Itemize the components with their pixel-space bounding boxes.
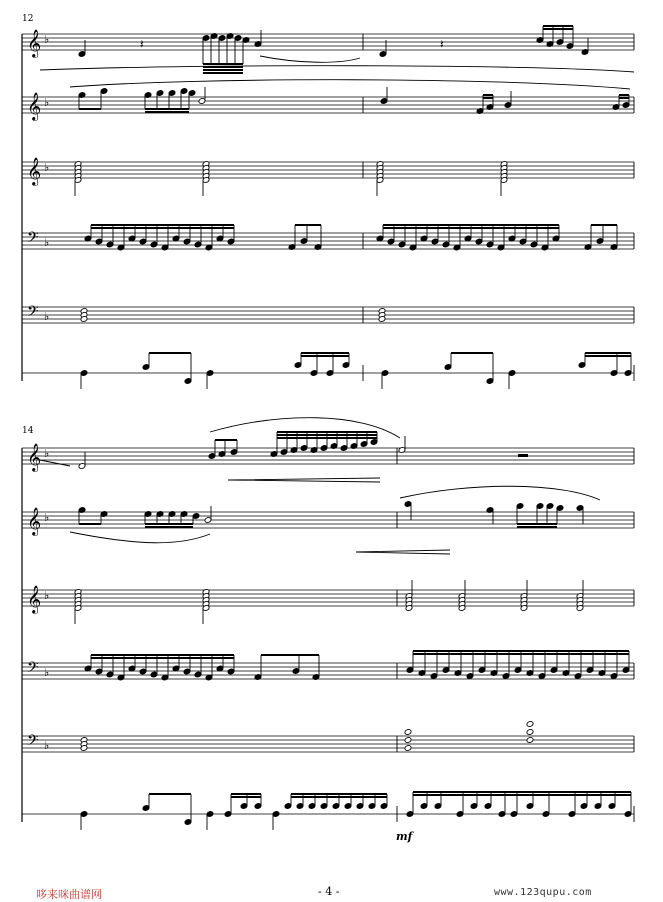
slur [400,486,600,500]
bass-clef: 𝄢 [27,659,39,680]
hairpin [356,550,450,554]
key-signature-flat: ♭ [44,589,50,602]
bass-clef: 𝄢 [27,229,39,250]
dynamic-mf: mf [396,830,413,843]
note-head [404,737,412,744]
slur [260,56,360,62]
bass-clef: 𝄢 [27,303,39,324]
note-head [526,737,534,744]
dynamics-marks [396,830,415,843]
note-head [526,721,534,728]
bass-clef: 𝄢 [27,732,39,753]
treble-clef: 𝄞 [27,29,42,57]
key-signature-flat: ♭ [44,310,50,323]
measure-number-14: 14 [22,426,34,436]
key-signature-flat: ♭ [44,739,50,752]
key-signature-flat: ♭ [44,666,50,679]
slur [70,532,210,543]
key-signature-flat: ♭ [44,236,50,249]
rest: 𝄽 [140,37,144,51]
slur [40,66,634,72]
notes [74,26,632,830]
treble-clef: 𝄞 [27,585,42,613]
treble-clef: 𝄞 [27,507,42,535]
footer-url: www.123qupu.com [494,887,592,898]
footer-page-number: - 4 - [318,885,340,898]
barlines [22,34,634,822]
tie [40,460,70,466]
key-signature-flat: ♭ [44,161,50,174]
clefs [27,29,49,819]
slurs [40,56,634,554]
rest: 𝄽 [440,37,444,51]
half-rest [518,454,528,457]
slur [70,80,630,89]
key-signature-flat: ♭ [44,96,50,109]
treble-clef: 𝄞 [27,92,42,120]
note-head [404,745,412,752]
treble-clef: 𝄞 [27,157,42,185]
note-head [526,729,534,736]
treble-clef: 𝄞 [27,443,42,471]
key-signature-flat: ♭ [44,33,50,46]
footer-site-name: 哆来咪曲谱网 [36,888,102,901]
key-signature-flat: ♭ [44,447,50,460]
measure-number-12: 12 [22,14,34,24]
note-head [404,729,412,736]
staff-lines [22,34,634,814]
key-signature-flat: ♭ [44,511,50,524]
hairpin [228,478,380,482]
